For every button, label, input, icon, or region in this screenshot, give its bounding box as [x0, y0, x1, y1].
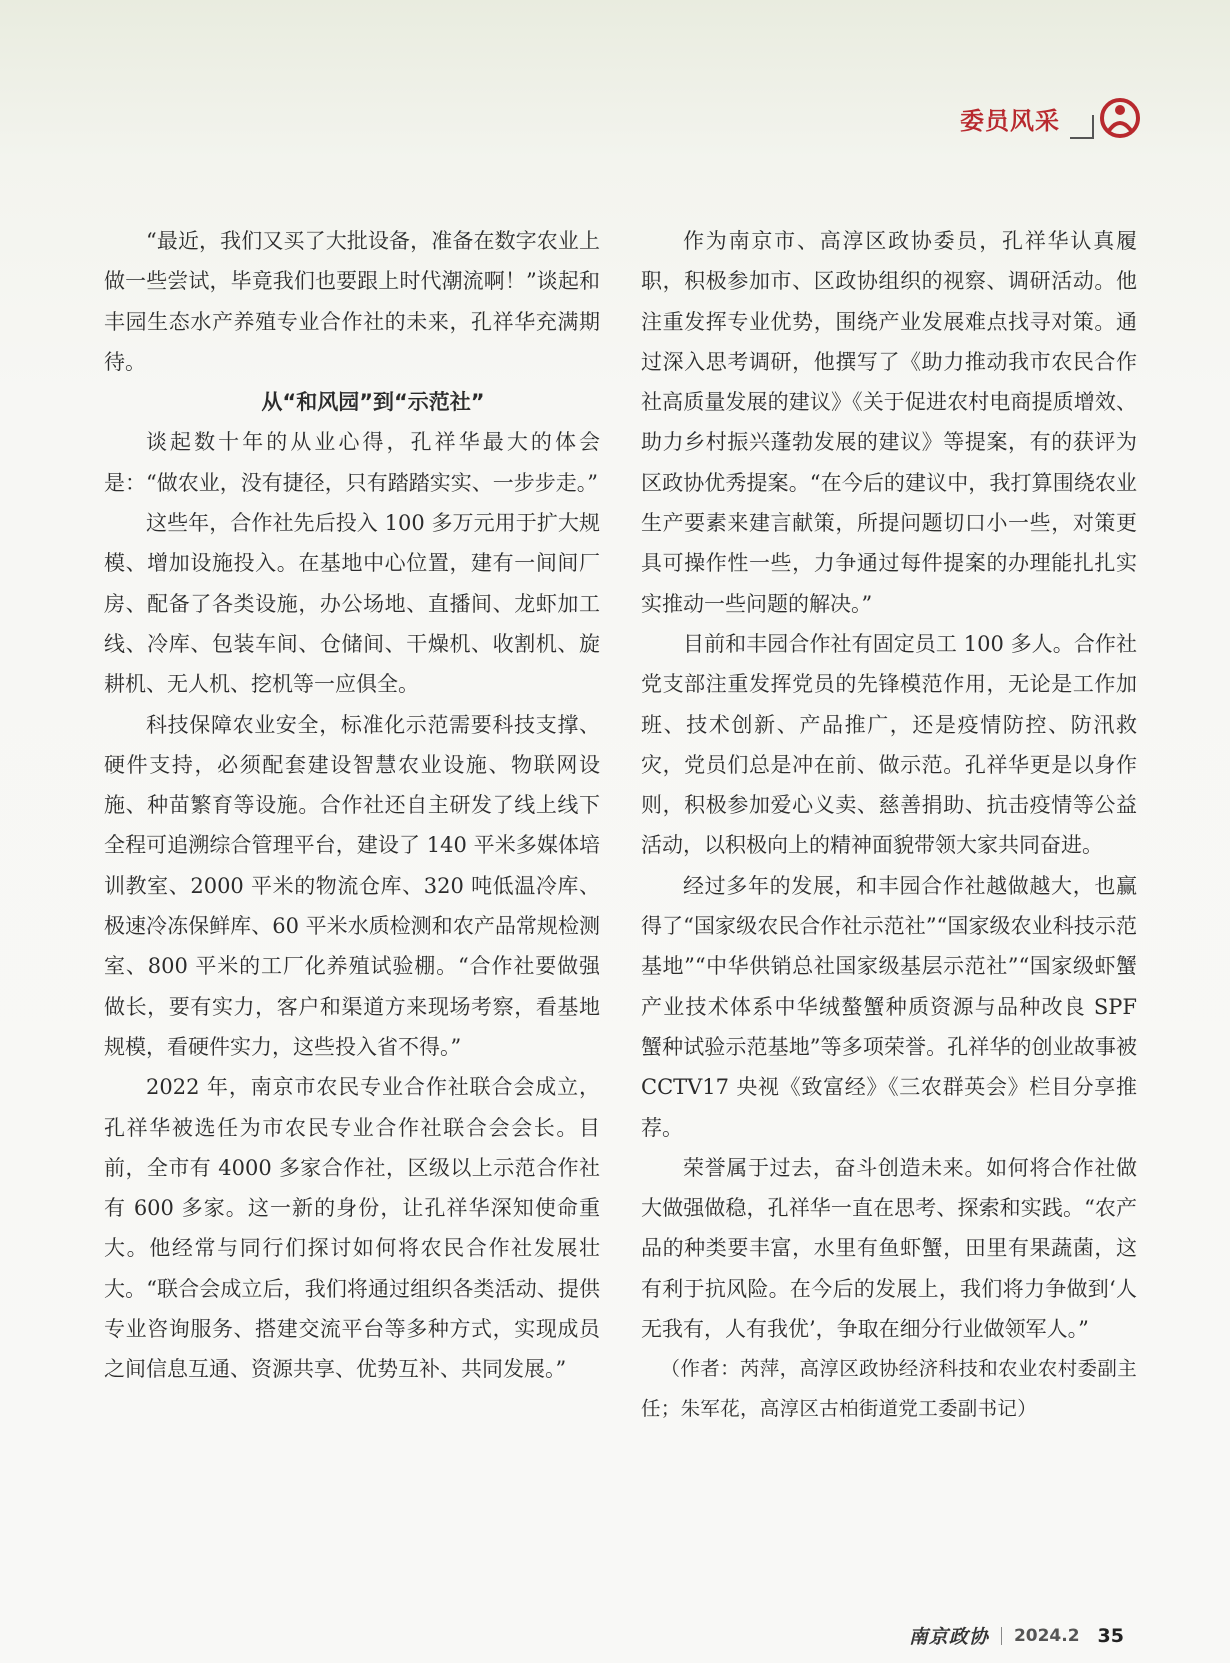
- body-paragraph: 荣誉属于过去，奋斗创造未来。如何将合作社做大做强做稳，孔祥华一直在思考、探索和实践。“农产品的种类要丰富，水里有鱼虾蟹，田里有果蔬菌，这有利于抗风险。在今后的发展上，我们将力争做到‘人无我有，人有我优’，争取在细分行业做领军人。”: [641, 1155, 1137, 1342]
- bracket-icon: [1070, 115, 1094, 139]
- body-paragraph: 这些年，合作社先后投入 100 多万元用于扩大规模、增加设施投入。在基地中心位置，建有一间间厂房、配备了各类设施，办公场地、直播间、龙虾加工线、冷库、包装车间、仓储间、干燥机、收割机、旋耕机、无人机、挖机等一应俱全。: [104, 511, 600, 697]
- section-subheading: 从“和风园”到“示范社”: [261, 390, 485, 415]
- right-column: [641, 221, 1137, 1429]
- intro-paragraph: “最近，我们又买了大批设备，准备在数字农业上做一些尝试，毕竟我们也要跟上时代潮流啊！”谈起和丰园生态水产养殖专业合作社的未来，孔祥华充满期待。: [104, 229, 600, 374]
- body-paragraph: 2022 年，南京市农民专业合作社联合会成立，孔祥华被选任为市农民专业合作社联合会会长。目前，全市有 4000 多家合作社，区级以上示范合作社有 600 多家。这一新的身份，让孔祥华深知使命重大。他经常与同行们探讨如何将农民合作社发展壮大。“联合会成立后，我们将通过组织各类活动、提供专业咨询服务、搭建交流平台等多种方式，实现成员之间信息互通、资源共享、优势互补、共同发展。”: [104, 1075, 600, 1382]
- section-label: 委员风采: [960, 106, 1060, 135]
- member-logo-icon: [1098, 96, 1142, 140]
- section-header: [960, 96, 1142, 140]
- body-paragraph: 作为南京市、高淳区政协委员，孔祥华认真履职，积极参加市、区政协组织的视察、调研活动。他注重发挥专业优势，围绕产业发展难点找寻对策。通过深入思考调研，他撰写了《助力推动我市农民合作社高质量发展的建议》《关于促进农村电商提质增效、助力乡村振兴蓬勃发展的建议》等提案，有的获评为区政协优秀提案。“在今后的建议中，我打算围绕农业生产要素来建言献策，所提问题切口小一些，对策更具可操作性一些，力争通过每件提案的办理能扎扎实实推动一些问题的解决。”: [641, 229, 1137, 616]
- issue-number: 2024.2: [1013, 1625, 1080, 1646]
- body-paragraph: 经过多年的发展，和丰园合作社越做越大，也赢得了“国家级农民合作社示范社”“国家级农业科技示范基地”“中华供销总社国家级基层示范社”“国家级虾蟹产业技术体系中华绒螯蟹种质资源与品种改良 SPF 蟹种试验示范基地”等多项荣誉。孔祥华的创业故事被 CCTV17 央视《致富经》《三农群英会》栏目分享推荐。: [641, 873, 1137, 1140]
- left-column: [104, 221, 600, 1390]
- page-footer: [909, 1622, 1124, 1649]
- magazine-name: 南京政协: [908, 1626, 989, 1648]
- footer-divider: [1001, 1627, 1002, 1645]
- body-paragraph: 目前和丰园合作社有固定员工 100 多人。合作社党支部注重发挥党员的先锋模范作用，无论是工作加班、技术创新、产品推广，还是疫情防控、防汛救灾，党员们总是冲在前、做示范。孔祥华更是以身作则，积极参加爱心义卖、慈善捐助、抗击疫情等公益活动，以积极向上的精神面貌带领大家共同奋进。: [641, 631, 1137, 858]
- body-paragraph: 科技保障农业安全，标准化示范需要科技支撑、硬件支持，必须配套建设智慧农业设施、物联网设施、种苗繁育等设施。合作社还自主研发了线上线下全程可追溯综合管理平台，建设了 140 平米多媒体培训教室、2000 平米的物流仓库、320 吨低温冷库、极速冷冻保鲜库、60 平米水质检测和农产品常规检测室、800 平米的工厂化养殖试验棚。“合作社要做强做长，要有实力，客户和渠道方来现场考察，看基地规模，看硬件实力，这些投入省不得。”: [104, 712, 600, 1059]
- body-paragraph: 谈起数十年的从业心得，孔祥华最大的体会是：“做农业，没有捷径，只有踏踏实实、一步步走。”: [104, 430, 600, 495]
- page-number: 35: [1097, 1624, 1124, 1647]
- author-credit: （作者：芮萍，高淳区政协经济科技和农业农村委副主任；朱军花，高淳区古柏街道党工委副书记）: [641, 1357, 1137, 1421]
